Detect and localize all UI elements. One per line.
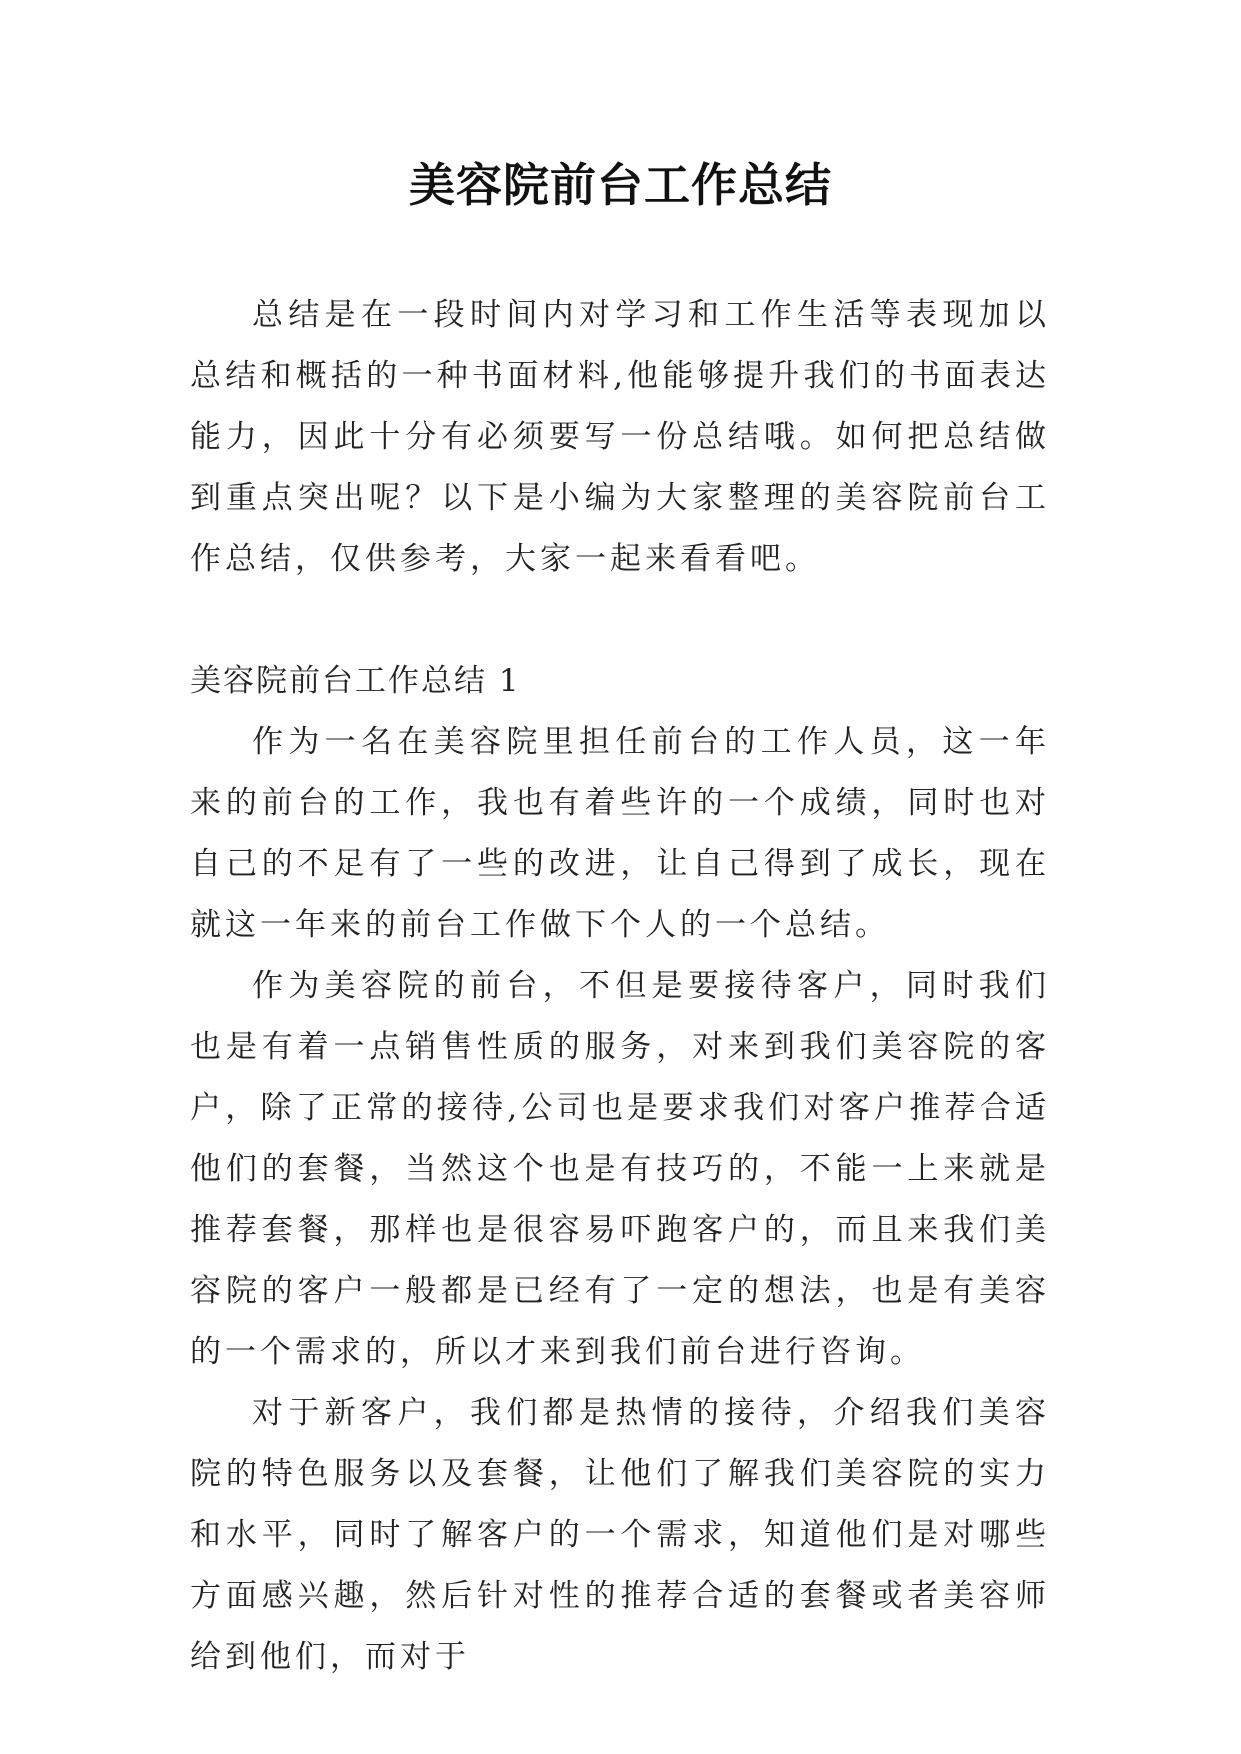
section-heading: 美容院前台工作总结 1 — [190, 663, 521, 699]
body-paragraph: 对于新客户，我们都是热情的接待，介绍我们美容院的特色服务以及套餐，让他们了解我们美容院的实力和水平，同时了解客户的一个需求，知道他们是对哪些方面感兴趣，然后针对性的推荐合适的套餐或者美容师给到他们，而对于 — [190, 1395, 1050, 1675]
body-paragraph: 作为美容院的前台，不但是要接待客户，同时我们也是有着一点销售性质的服务，对来到我们美容院的客户，除了正常的接待,公司也是要求我们对客户推荐合适他们的套餐，当然这个也是有技巧的，不能一上来就是推荐套餐，那样也是很容易吓跑客户的，而且来我们美容院的客户一般都是已经有了一定的想法，也是有美容的一个需求的，所以才来到我们前台进行咨询。 — [190, 968, 1050, 1370]
body-paragraph: 作为一名在美容院里担任前台的工作人员，这一年来的前台的工作，我也有着些许的一个成绩，同时也对自己的不足有了一些的改进，让自己得到了成长，现在就这一年来的前台工作做下个人的一个总结。 — [190, 724, 1050, 943]
document-title: 美容院前台工作总结 — [409, 158, 832, 212]
document-body — [190, 285, 1050, 1688]
intro-paragraph: 总结是在一段时间内对学习和工作生活等表现加以总结和概括的一种书面材料,他能够提升我们的书面表达能力，因此十分有必须要写一份总结哦。如何把总结做到重点突出呢？以下是小编为大家整理的美容院前台工作总结，仅供参考，大家一起来看看吧。 — [190, 297, 1050, 577]
